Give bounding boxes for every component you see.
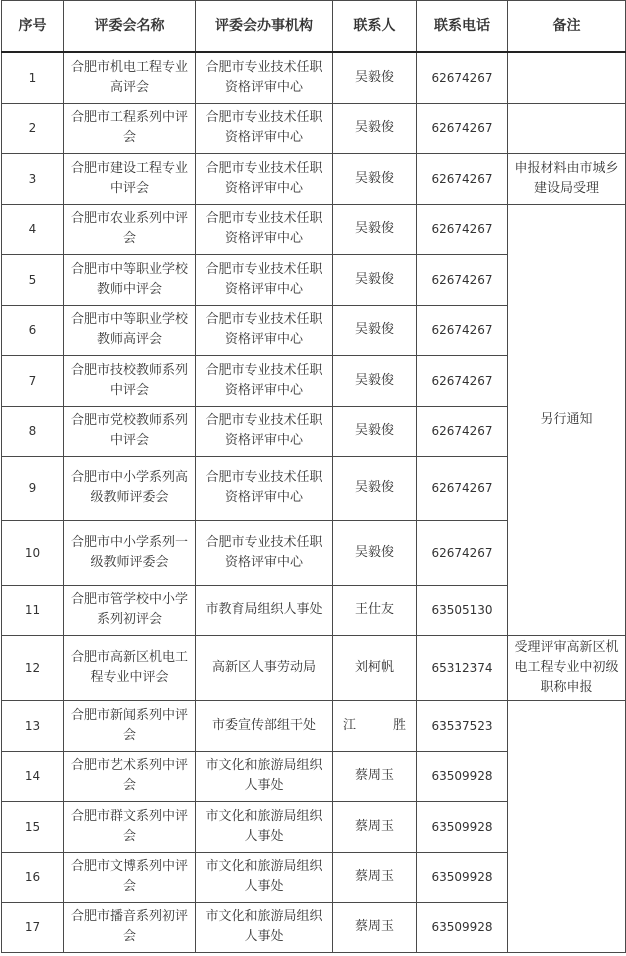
contact-phone: 63505130 xyxy=(417,585,508,635)
contact-person: 吴毅俊 xyxy=(333,355,417,406)
contact-person: 蔡周玉 xyxy=(333,801,417,852)
contact-phone: 63509928 xyxy=(417,751,508,801)
row-no: 15 xyxy=(2,801,64,852)
committee-name: 合肥市新闻系列中评会 xyxy=(64,700,196,751)
committee-name: 合肥市中等职业学校教师高评会 xyxy=(64,305,196,355)
committee-office: 合肥市专业技术任职资格评审中心 xyxy=(196,103,333,153)
table-row xyxy=(2,635,626,700)
contact-phone: 62674267 xyxy=(417,456,508,520)
committee-office: 合肥市专业技术任职资格评审中心 xyxy=(196,52,333,103)
committee-name: 合肥市管学校中小学系列初评会 xyxy=(64,585,196,635)
row-no: 6 xyxy=(2,305,64,355)
contact-person: 吴毅俊 xyxy=(333,305,417,355)
committee-office: 高新区人事劳动局 xyxy=(196,635,333,700)
committee-office: 市文化和旅游局组织人事处 xyxy=(196,751,333,801)
header-no: 序号 xyxy=(2,1,64,53)
committee-name: 合肥市高新区机电工程专业中评会 xyxy=(64,635,196,700)
committee-office: 合肥市专业技术任职资格评审中心 xyxy=(196,406,333,456)
contact-person: 蔡周玉 xyxy=(333,751,417,801)
committee-name: 合肥市建设工程专业中评会 xyxy=(64,153,196,204)
header-row xyxy=(2,1,626,53)
committee-table xyxy=(1,0,626,953)
contact-phone: 63537523 xyxy=(417,700,508,751)
contact-person: 吴毅俊 xyxy=(333,254,417,305)
contact-phone: 65312374 xyxy=(417,635,508,700)
committee-name: 合肥市工程系列中评会 xyxy=(64,103,196,153)
row-no: 13 xyxy=(2,700,64,751)
committee-office: 市文化和旅游局组织人事处 xyxy=(196,801,333,852)
contact-phone: 62674267 xyxy=(417,52,508,103)
contact-person: 吴毅俊 xyxy=(333,103,417,153)
committee-name: 合肥市中等职业学校教师中评会 xyxy=(64,254,196,305)
committee-name: 合肥市文博系列中评会 xyxy=(64,852,196,902)
committee-name: 合肥市中小学系列一级教师评委会 xyxy=(64,520,196,585)
row-no: 3 xyxy=(2,153,64,204)
notes-cell-merged: 另行通知 xyxy=(508,204,626,635)
committee-office: 合肥市专业技术任职资格评审中心 xyxy=(196,305,333,355)
contact-person: 吴毅俊 xyxy=(333,52,417,103)
table-row xyxy=(2,52,626,103)
row-no: 9 xyxy=(2,456,64,520)
committee-office: 合肥市专业技术任职资格评审中心 xyxy=(196,520,333,585)
row-no: 8 xyxy=(2,406,64,456)
contact-phone: 63509928 xyxy=(417,801,508,852)
table-row xyxy=(2,103,626,153)
contact-person: 刘柯帆 xyxy=(333,635,417,700)
committee-office: 合肥市专业技术任职资格评审中心 xyxy=(196,153,333,204)
committee-name: 合肥市党校教师系列中评会 xyxy=(64,406,196,456)
row-no: 12 xyxy=(2,635,64,700)
contact-phone: 62674267 xyxy=(417,254,508,305)
committee-office: 市教育局组织人事处 xyxy=(196,585,333,635)
contact-person: 蔡周玉 xyxy=(333,902,417,952)
row-no: 5 xyxy=(2,254,64,305)
row-no: 14 xyxy=(2,751,64,801)
contact-phone: 62674267 xyxy=(417,305,508,355)
contact-person: 王仕友 xyxy=(333,585,417,635)
committee-name: 合肥市机电工程专业高评会 xyxy=(64,52,196,103)
notes-cell xyxy=(508,103,626,153)
contact-surname: 江 xyxy=(343,717,357,733)
committee-office: 合肥市专业技术任职资格评审中心 xyxy=(196,254,333,305)
committee-name: 合肥市技校教师系列中评会 xyxy=(64,355,196,406)
row-no: 1 xyxy=(2,52,64,103)
contact-phone: 62674267 xyxy=(417,204,508,254)
contact-person: 吴毅俊 xyxy=(333,204,417,254)
row-no: 2 xyxy=(2,103,64,153)
contact-phone: 62674267 xyxy=(417,355,508,406)
committee-office: 市委宣传部组干处 xyxy=(196,700,333,751)
notes-cell: 受理评审高新区机电工程专业中初级职称申报 xyxy=(508,635,626,700)
contact-phone: 62674267 xyxy=(417,520,508,585)
row-no: 17 xyxy=(2,902,64,952)
row-no: 11 xyxy=(2,585,64,635)
committee-name: 合肥市艺术系列中评会 xyxy=(64,751,196,801)
contact-person xyxy=(333,700,417,751)
table-row xyxy=(2,204,626,254)
committee-office: 合肥市专业技术任职资格评审中心 xyxy=(196,355,333,406)
header-contact: 联系人 xyxy=(333,1,417,53)
header-office: 评委会办事机构 xyxy=(196,1,333,53)
contact-given-name: 胜 xyxy=(392,717,406,733)
header-name: 评委会名称 xyxy=(64,1,196,53)
committee-office: 合肥市专业技术任职资格评审中心 xyxy=(196,456,333,520)
table-row xyxy=(2,700,626,751)
committee-name: 合肥市群文系列中评会 xyxy=(64,801,196,852)
contact-phone: 62674267 xyxy=(417,153,508,204)
notes-cell xyxy=(508,52,626,103)
committee-office: 合肥市专业技术任职资格评审中心 xyxy=(196,204,333,254)
notes-cell: 申报材料由市城乡建设局受理 xyxy=(508,153,626,204)
row-no: 4 xyxy=(2,204,64,254)
row-no: 16 xyxy=(2,852,64,902)
contact-phone: 63509928 xyxy=(417,902,508,952)
contact-person: 吴毅俊 xyxy=(333,520,417,585)
contact-phone: 62674267 xyxy=(417,406,508,456)
header-phone: 联系电话 xyxy=(417,1,508,53)
contact-phone: 63509928 xyxy=(417,852,508,902)
table-row xyxy=(2,153,626,204)
committee-office: 市文化和旅游局组织人事处 xyxy=(196,902,333,952)
contact-person: 蔡周玉 xyxy=(333,852,417,902)
committee-name: 合肥市农业系列中评会 xyxy=(64,204,196,254)
header-notes: 备注 xyxy=(508,1,626,53)
committee-name: 合肥市中小学系列高级教师评委会 xyxy=(64,456,196,520)
contact-phone: 62674267 xyxy=(417,103,508,153)
notes-cell-merged-bottom xyxy=(508,700,626,952)
row-no: 10 xyxy=(2,520,64,585)
contact-person: 吴毅俊 xyxy=(333,406,417,456)
row-no: 7 xyxy=(2,355,64,406)
committee-office: 市文化和旅游局组织人事处 xyxy=(196,852,333,902)
committee-name: 合肥市播音系列初评会 xyxy=(64,902,196,952)
contact-person: 吴毅俊 xyxy=(333,153,417,204)
contact-person: 吴毅俊 xyxy=(333,456,417,520)
